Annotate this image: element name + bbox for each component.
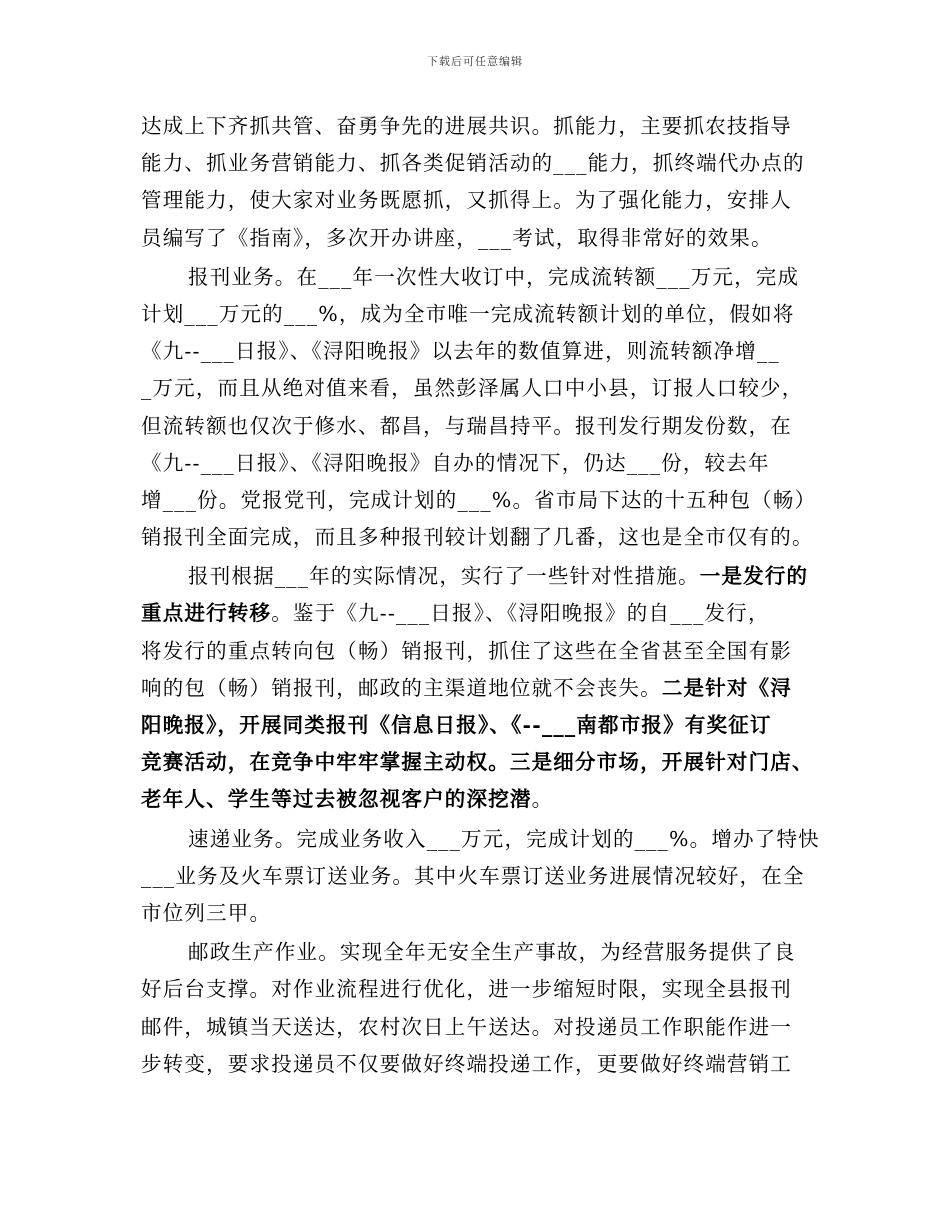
text-line xyxy=(141,220,817,257)
paragraph xyxy=(141,558,817,818)
text-segment: 响的包（畅）销报刊，邮政的主渠道地位就不会丧失。 xyxy=(141,675,662,700)
paragraph xyxy=(141,821,820,933)
text-line xyxy=(141,108,817,145)
bold-text-segment: 老年人、学生等过去被忽视客户的深挖潜 xyxy=(141,787,532,812)
text-segment: 速递业务。完成业务收入___万元，完成计划的___%。增办了特快 xyxy=(188,826,820,851)
text-segment: 市位列三甲。 xyxy=(141,900,272,925)
text-line xyxy=(141,558,817,595)
text-line xyxy=(141,781,817,818)
text-line xyxy=(141,482,817,519)
text-line xyxy=(141,519,817,556)
text-segment: 。鉴于《九--___日报》、《浔阳晚报》的自___发行， xyxy=(271,601,770,626)
text-line xyxy=(141,595,817,632)
text-line xyxy=(141,971,817,1008)
text-segment: 《九--___日报》、《浔阳晚报》以去年的数值算进，则流转额净增__ xyxy=(141,339,780,364)
text-line xyxy=(141,145,817,182)
text-segment: 。 xyxy=(531,787,554,812)
text-line xyxy=(141,1046,817,1083)
text-line xyxy=(141,1009,817,1046)
text-segment: 达成上下齐抓共管、奋勇争先的进展共识。抓能力，主要抓农技指导 xyxy=(141,114,792,138)
text-segment: 员编写了《指南》，多次开办讲座，___考试，取得非常好的效果。 xyxy=(141,225,773,250)
text-segment: 报刊根据___年的实际情况，实行了一些针对性措施。 xyxy=(188,564,700,589)
text-segment: 能力、抓业务营销能力、抓各类促销活动的___能力，抓终端代办点的 xyxy=(141,151,805,176)
text-segment: 销报刊全面完成，而且多种报刊较计划翻了几番，这也是全市仅有的。 xyxy=(141,525,814,550)
text-segment: _万元，而且从绝对值来看，虽然彭泽属人口中小县，订报人口较少， xyxy=(141,376,804,401)
text-line xyxy=(141,333,817,370)
text-line xyxy=(141,370,817,407)
text-line xyxy=(141,182,817,219)
document-body xyxy=(141,108,820,1083)
text-line xyxy=(141,744,817,781)
text-line xyxy=(141,821,820,858)
text-line xyxy=(141,633,817,670)
text-segment: 好后台支撑。对作业流程进行优化，进一步缩短时限，实现全县报刊 xyxy=(141,977,792,1002)
text-segment: 管理能力，使大家对业务既愿抓，又抓得上。为了强化能力，安排人 xyxy=(141,188,792,213)
text-line xyxy=(141,934,817,971)
text-line xyxy=(141,670,817,707)
text-line xyxy=(141,895,817,932)
text-segment: 邮件，城镇当天送达，农村次日上午送达。对投递员工作职能作进一 xyxy=(141,1014,792,1039)
text-segment: 《九--___日报》、《浔阳晚报》自办的情况下，仍达___份，较去年 xyxy=(141,450,770,475)
text-segment: 计划___万元的___%，成为全市唯一完成流转额计划的单位，假如将 xyxy=(141,301,795,326)
text-line xyxy=(141,858,817,895)
text-segment: 步转变，要求投递员不仅要做好终端投递工作，更要做好终端营销工 xyxy=(141,1051,792,1076)
text-segment: 将发行的重点转向包（畅）销报刊，抓住了这些在全省甚至全国有影 xyxy=(141,638,792,663)
text-line xyxy=(141,296,817,333)
bold-text-segment: 重点进行转移 xyxy=(141,601,272,626)
text-line xyxy=(141,707,817,744)
text-line xyxy=(141,408,817,445)
paragraph xyxy=(141,108,817,257)
text-segment: 报刊业务。在___年一次性大收订中，完成流转额___万元，完成 xyxy=(188,264,800,289)
text-segment: 增___份。党报党刊，完成计划的___%。省市局下达的十五种包（畅） xyxy=(141,487,817,512)
bold-text-segment: 阳晚报》，开展同类报刊《信息日报》、《--___南都市报》有奖征订 xyxy=(141,713,772,737)
text-segment: ___业务及火车票订送业务。其中火车票订送业务进展情况较好，在全 xyxy=(141,863,805,888)
bold-text-segment: 竞赛活动，在竞争中牢牢掌握主动权。三是细分市场，开展针对门店、 xyxy=(141,750,814,775)
paragraph xyxy=(141,934,817,1083)
text-segment: 邮政生产作业。实现全年无安全生产事故，为经营服务提供了良 xyxy=(188,940,796,965)
bold-text-segment: 二是针对《浔 xyxy=(661,675,793,700)
bold-text-segment: 一是发行的 xyxy=(699,564,809,589)
page-header-note: 下载后可任意编辑 xyxy=(427,55,523,68)
text-line xyxy=(141,445,817,482)
text-segment: 但流转额也仅次于修水、都昌，与瑞昌持平。报刊发行期发份数，在 xyxy=(141,413,792,438)
paragraph xyxy=(141,259,817,557)
text-line xyxy=(141,259,817,296)
